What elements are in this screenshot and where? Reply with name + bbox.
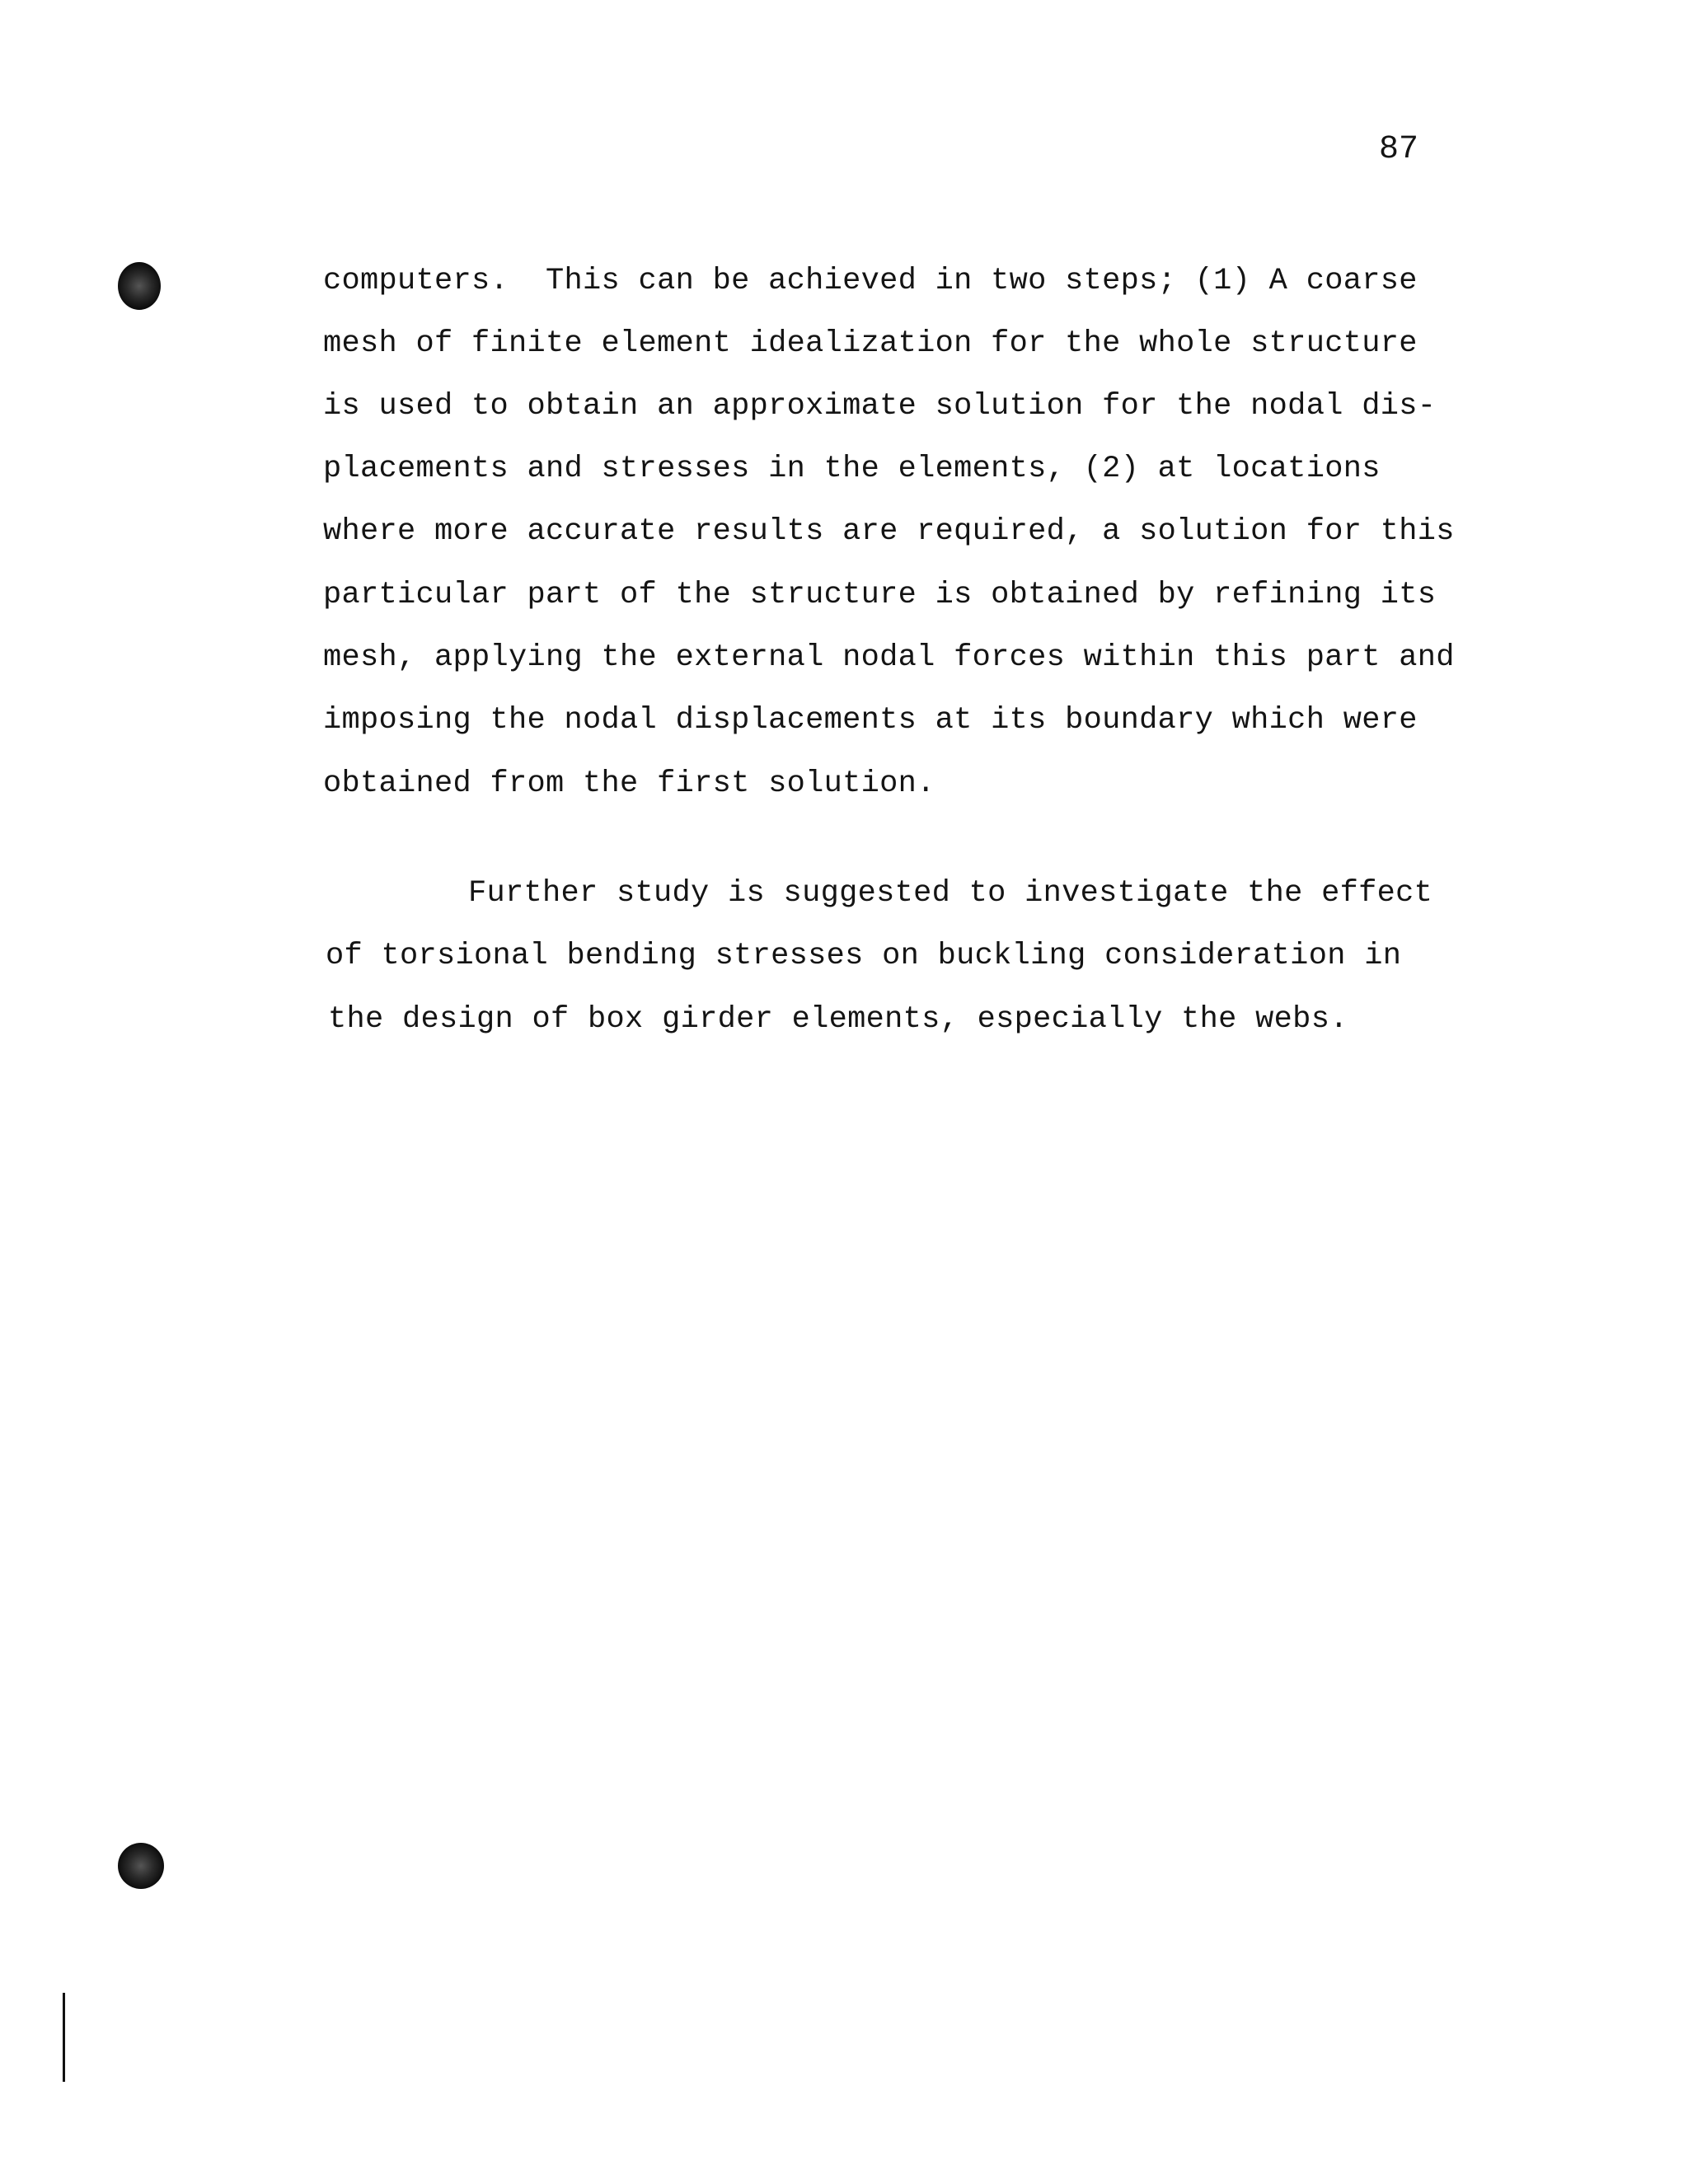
text-line: of torsional bending stresses on buckling consideration in: [326, 939, 1402, 973]
text-line: Further study is suggested to investigate the effect: [468, 876, 1433, 911]
page-number: 87: [1379, 131, 1419, 168]
punch-hole-mark: [118, 1843, 164, 1889]
margin-rule: [63, 1993, 65, 2082]
text-line: particular part of the structure is obtained by refining its: [323, 578, 1437, 612]
text-line: mesh of finite element idealization for the whole structure: [323, 326, 1418, 361]
text-line: obtained from the first solution.: [323, 766, 935, 801]
text-line: imposing the nodal displacements at its boundary which were: [323, 703, 1418, 738]
text-line: the design of box girder elements, especially the webs.: [328, 1002, 1348, 1037]
text-line: computers. This can be achieved in two steps; (1) A coarse: [323, 264, 1418, 298]
text-line: is used to obtain an approximate solution for the nodal dis-: [323, 389, 1437, 424]
punch-hole-mark: [118, 262, 161, 310]
text-line: where more accurate results are required, a solution for this: [323, 514, 1455, 549]
text-line: placements and stresses in the elements, (2) at locations: [323, 452, 1381, 486]
text-line: mesh, applying the external nodal forces within this part and: [323, 640, 1455, 675]
